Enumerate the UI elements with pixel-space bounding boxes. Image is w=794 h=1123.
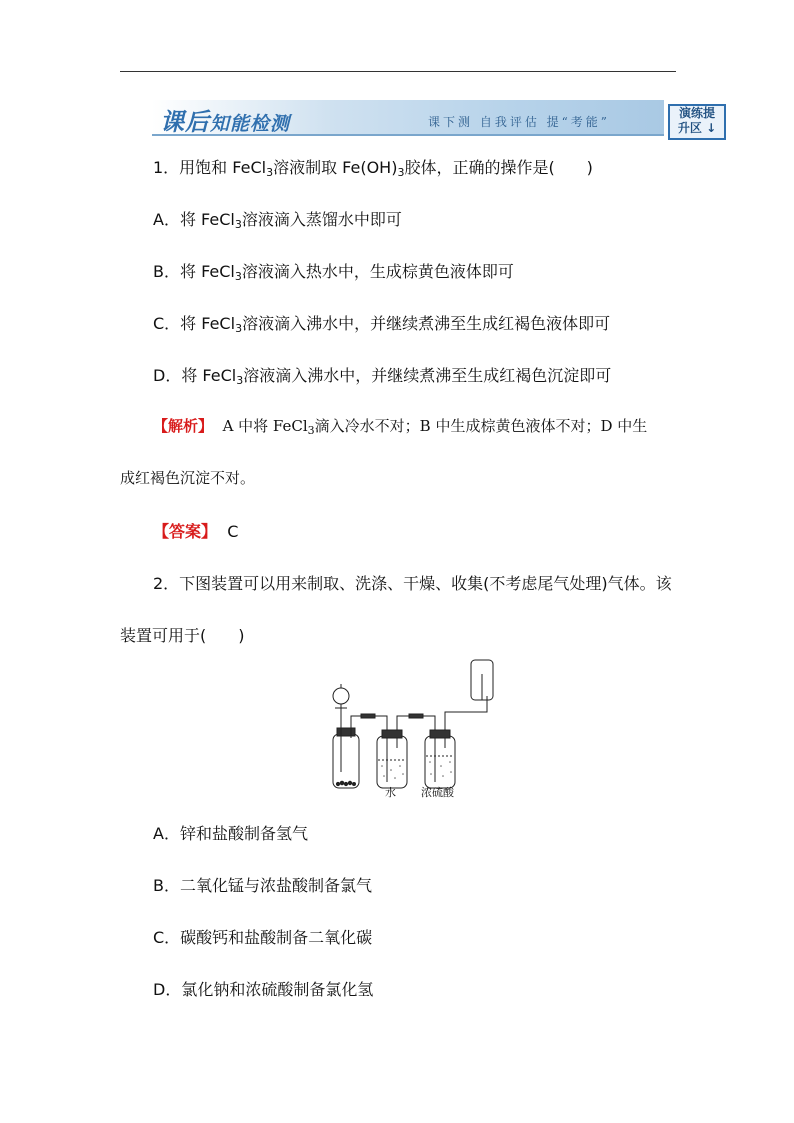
q1-option-b: B．将 FeCl$_3$溶液滴入热水中，生成棕黄色液体即可 — [153, 262, 514, 283]
practice-area-button[interactable]: 演练提 升区 ↓ — [668, 104, 726, 140]
banner-subtitle: 课下测 自我评估 提“考能” — [428, 115, 610, 129]
stopper-2 — [382, 730, 402, 738]
q2-option-a: A．锌和盐酸制备氢气 — [153, 824, 308, 843]
q1-option-d: D．将 FeCl$_3$溶液滴入沸水中，并继续煮沸至生成红褐色沉淀即可 — [153, 366, 612, 387]
answer-tag: 【答案】 — [153, 522, 218, 541]
q1-option-c: C．将 FeCl$_3$溶液滴入沸水中，并继续煮沸至生成红褐色液体即可 — [153, 314, 611, 335]
q2-option-c: C．碳酸钙和盐酸制备二氧化碳 — [153, 928, 373, 947]
question-1-stem: 1．用饱和 FeCl$_3$溶液制取 $Fe(OH)_3$胶体，正确的操作是( ) — [153, 158, 593, 179]
funnel-bulb — [333, 688, 349, 704]
stopper-3 — [430, 730, 450, 738]
rubber-joint-2 — [409, 714, 423, 718]
label-water: 水 — [385, 786, 396, 798]
rubber-joint-1 — [361, 714, 375, 718]
arrow-down-icon: ↓ — [706, 121, 717, 135]
q1-analysis-cont: 成红褐色沉淀不对。 — [120, 469, 256, 487]
q1-option-a: A．将 FeCl$_3$溶液滴入蒸馏水中即可 — [153, 210, 402, 231]
wash-bottle — [377, 736, 407, 788]
question-2-stem: 2．下图装置可以用来制取、洗涤、干燥、收集(不考虑尾气处理)气体。该 — [153, 574, 672, 593]
analysis-tag: 【解析】 — [153, 417, 214, 435]
banner-title: 课后知能检测 — [160, 107, 291, 136]
question-2-stem-cont: 装置可用于( ) — [120, 626, 245, 645]
q2-option-d: D．氯化钠和浓硫酸制备氯化氢 — [153, 980, 374, 999]
q1-answer: 【答案】 C — [153, 522, 239, 541]
stopper-1 — [337, 728, 355, 736]
apparatus-figure — [325, 656, 495, 798]
top-rule — [120, 71, 676, 72]
generator-bottle — [333, 734, 359, 788]
q1-analysis: 【解析】 A 中将 FeCl$_3$滴入冷水不对；B 中生成棕黄色液体不对；D 中生 — [153, 417, 648, 437]
section-banner — [152, 100, 664, 136]
label-conc-sulfuric-acid: 浓硫酸 — [421, 786, 454, 798]
q2-option-b: B．二氧化锰与浓盐酸制备氯气 — [153, 876, 372, 895]
